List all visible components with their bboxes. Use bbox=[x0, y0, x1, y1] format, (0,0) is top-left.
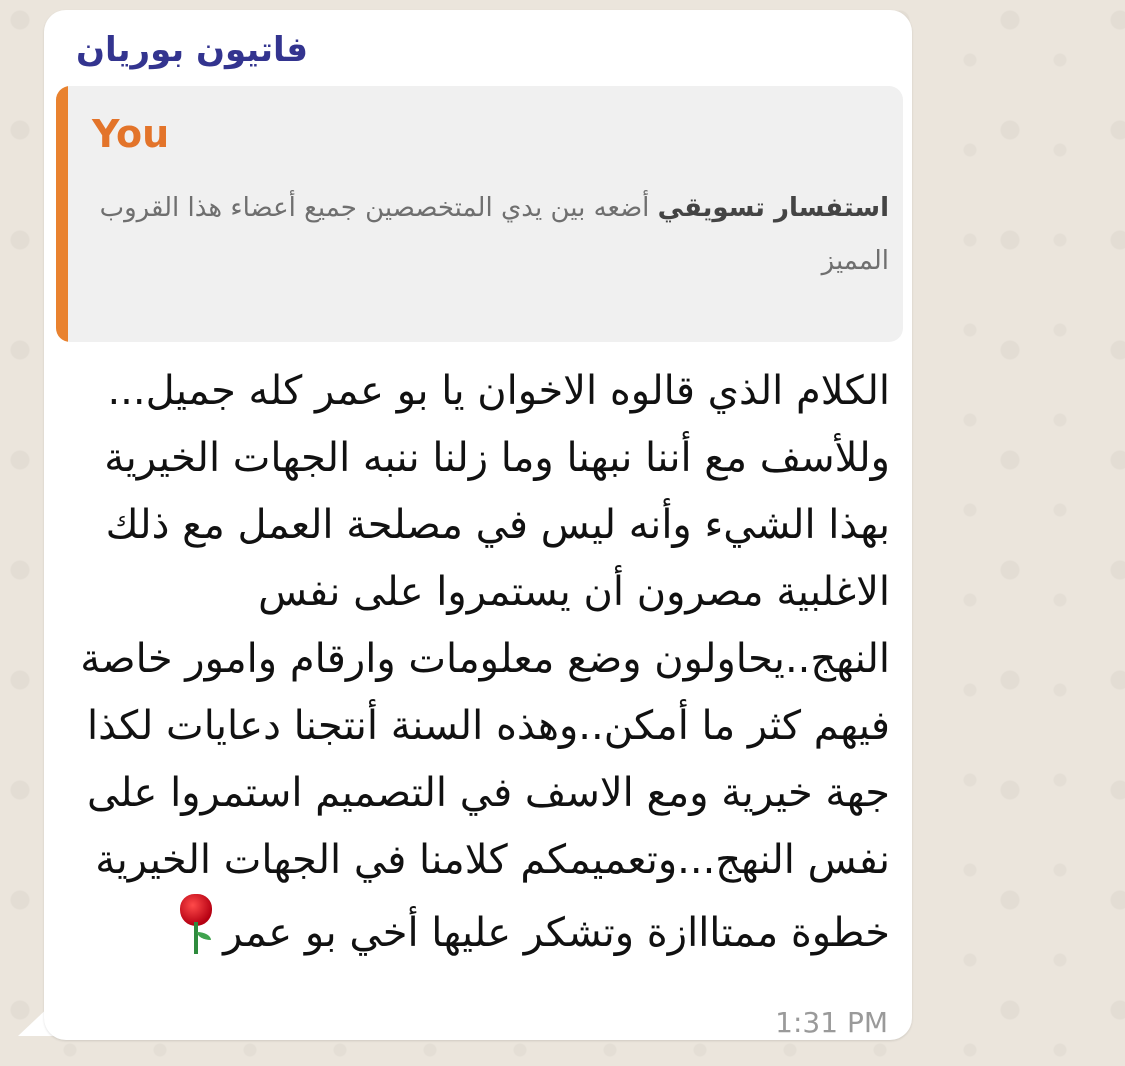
quote-text bbox=[89, 182, 889, 288]
quote-author: You bbox=[92, 112, 170, 156]
quote-text-rest: أضعه بين يدي المتخصصين جميع أعضاء هذا القروب المميز bbox=[99, 193, 889, 276]
rose-icon bbox=[177, 894, 215, 956]
message-timestamp: 1:31 PM bbox=[775, 1006, 888, 1039]
quote-accent-bar bbox=[56, 86, 68, 342]
message-bubble[interactable] bbox=[44, 10, 912, 1040]
message-text-container[interactable] bbox=[70, 358, 890, 967]
quote-text-bold: استفسار تسويقي bbox=[657, 193, 889, 223]
message-text: الكلام الذي قالوه الاخوان يا بو عمر كله جميل... وللأسف مع أننا نبهنا وما زلنا ننبه الجهات الخيرية بهذا الشيء وأنه ليس في مصلحة العمل مع ذلك الاغلبية مصرون أن يستمروا على نفس النهج..يحاولون وضع معلومات وارقام وامور خاصة فيهم كثر ما أمكن..وهذه السنة أنتجنا دعايات لكذا جهة خيرية ومع الاسف في التصميم استمروا على نفس النهج...وتعميمكم كلامنا في الجهات الخيرية خطوة ممتااازة وتشكر عليها أخي بو عمر bbox=[80, 368, 890, 956]
quoted-reply[interactable] bbox=[56, 86, 903, 342]
sender-name[interactable]: فاتيون بوريان bbox=[75, 30, 308, 70]
